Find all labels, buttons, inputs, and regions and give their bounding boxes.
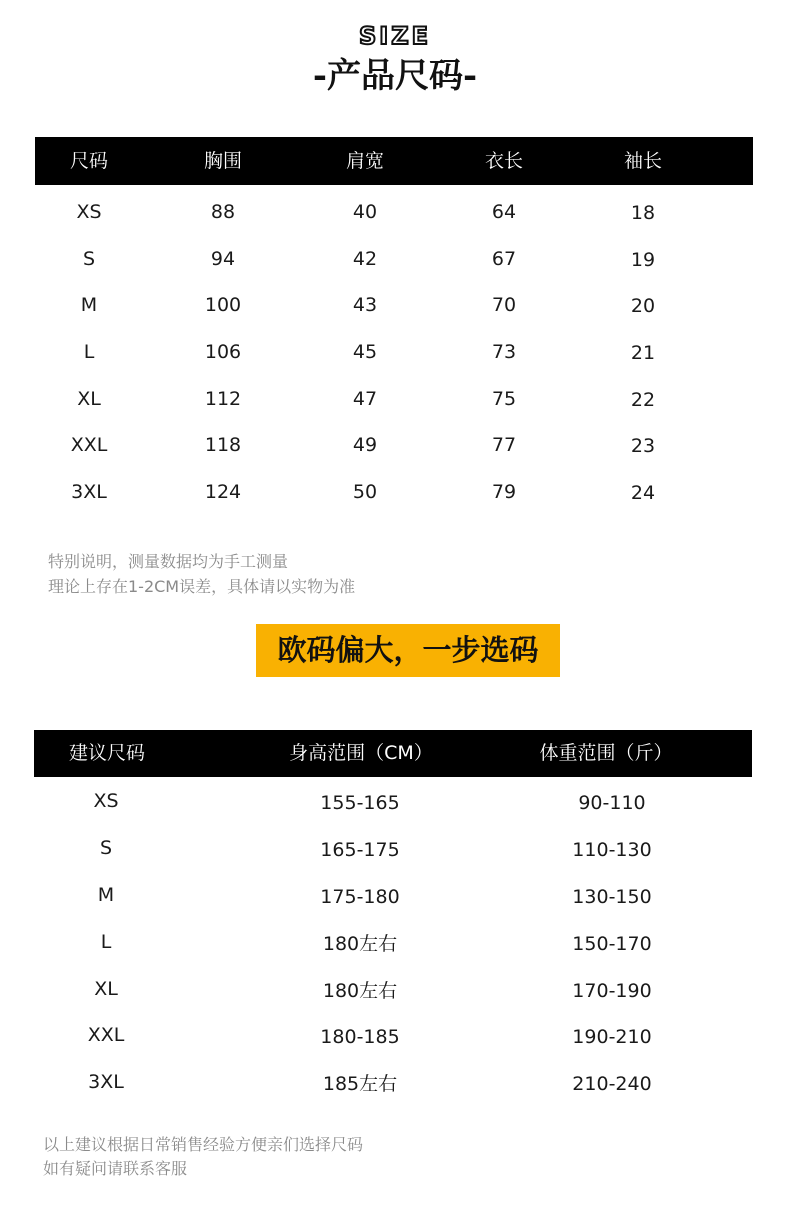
table-cell: 24 [630, 482, 656, 504]
table-cell: 77 [491, 434, 517, 456]
table-cell: 3XL [88, 1071, 124, 1093]
table-cell: 75 [491, 388, 517, 410]
size-label: SIZE [358, 22, 431, 50]
page-title: -产品尺码- [312, 56, 478, 96]
table-cell: 150-170 [572, 933, 652, 955]
table-cell: 94 [210, 248, 236, 270]
table-cell: 3XL [71, 481, 107, 503]
table-cell: 112 [204, 388, 242, 410]
table-cell: M [97, 884, 115, 906]
recommend-table-column-header: 体重范围（斤） [539, 742, 673, 764]
table-row [0, 977, 790, 1001]
table-cell: 45 [352, 341, 378, 363]
table-cell: 22 [630, 389, 656, 411]
table-cell: 118 [204, 434, 242, 456]
table-cell: 70 [491, 294, 517, 316]
table-cell: XS [93, 790, 119, 812]
table-cell: 18 [630, 202, 656, 224]
table-row [0, 387, 790, 411]
table-cell: 49 [352, 434, 378, 456]
table-cell: 180左右 [322, 980, 398, 1002]
table-cell: M [80, 294, 98, 316]
recommendation-note-line: 以上建议根据日常销售经验方便亲们选择尺码 [43, 1135, 364, 1154]
table-cell: 124 [204, 481, 242, 503]
table-cell: S [99, 837, 113, 859]
table-cell: 88 [210, 201, 236, 223]
size-table-column-header: 肩宽 [345, 150, 385, 172]
table-row [0, 836, 790, 860]
table-cell: 106 [204, 341, 242, 363]
table-cell: 23 [630, 435, 656, 457]
table-cell: 180左右 [322, 933, 398, 955]
table-cell: 190-210 [572, 1026, 652, 1048]
table-cell: 43 [352, 294, 378, 316]
table-cell: L [83, 341, 95, 363]
table-cell: 110-130 [572, 839, 652, 861]
table-row [0, 340, 790, 364]
table-cell: 175-180 [320, 886, 400, 908]
table-cell: 50 [352, 481, 378, 503]
table-row [0, 480, 790, 504]
table-cell: 64 [491, 201, 517, 223]
table-cell: 100 [204, 294, 242, 316]
table-cell: 67 [491, 248, 517, 270]
table-cell: 180-185 [320, 1026, 400, 1048]
table-row [0, 930, 790, 954]
size-table-column-header: 胸围 [203, 150, 243, 172]
table-row [0, 433, 790, 457]
table-cell: 170-190 [572, 980, 652, 1002]
table-row [0, 293, 790, 317]
table-cell: S [82, 248, 96, 270]
table-cell: L [100, 931, 112, 953]
table-cell: XS [76, 201, 102, 223]
measurement-note-line: 特别说明，测量数据均为手工测量 [48, 552, 289, 571]
size-table-column-header: 衣长 [484, 150, 524, 172]
recommend-table-column-header: 建议尺码 [68, 742, 146, 764]
table-cell: 90-110 [578, 792, 646, 814]
measurement-note-line: 理论上存在1-2CM误差，具体请以实物为准 [48, 577, 356, 596]
recommend-table-column-header: 身高范围（CM） [289, 742, 433, 764]
table-cell: 210-240 [572, 1073, 652, 1095]
table-cell: 79 [491, 481, 517, 503]
table-cell: 130-150 [572, 886, 652, 908]
table-cell: XXL [87, 1024, 125, 1046]
table-cell: 165-175 [320, 839, 400, 861]
size-table-column-header: 袖长 [623, 150, 663, 172]
table-cell: 155-165 [320, 792, 400, 814]
size-table-header [35, 137, 753, 185]
table-cell: XL [94, 978, 118, 1000]
table-row [0, 1070, 790, 1094]
table-cell: XL [77, 388, 101, 410]
table-cell: 19 [630, 249, 656, 271]
table-row [0, 200, 790, 224]
table-cell: 21 [630, 342, 656, 364]
table-cell: 40 [352, 201, 378, 223]
table-row [0, 1023, 790, 1047]
table-row [0, 247, 790, 271]
table-row [0, 883, 790, 907]
table-cell: 47 [352, 388, 378, 410]
recommend-table-header [34, 730, 752, 777]
table-cell: 185左右 [322, 1073, 398, 1095]
recommendation-note-line: 如有疑问请联系客服 [43, 1159, 188, 1178]
size-advice-banner: 欧码偏大，一步选码 [256, 624, 560, 677]
table-cell: 20 [630, 295, 656, 317]
table-cell: XXL [70, 434, 108, 456]
table-cell: 42 [352, 248, 378, 270]
table-row [0, 789, 790, 813]
size-table-column-header: 尺码 [69, 150, 109, 172]
table-cell: 73 [491, 341, 517, 363]
